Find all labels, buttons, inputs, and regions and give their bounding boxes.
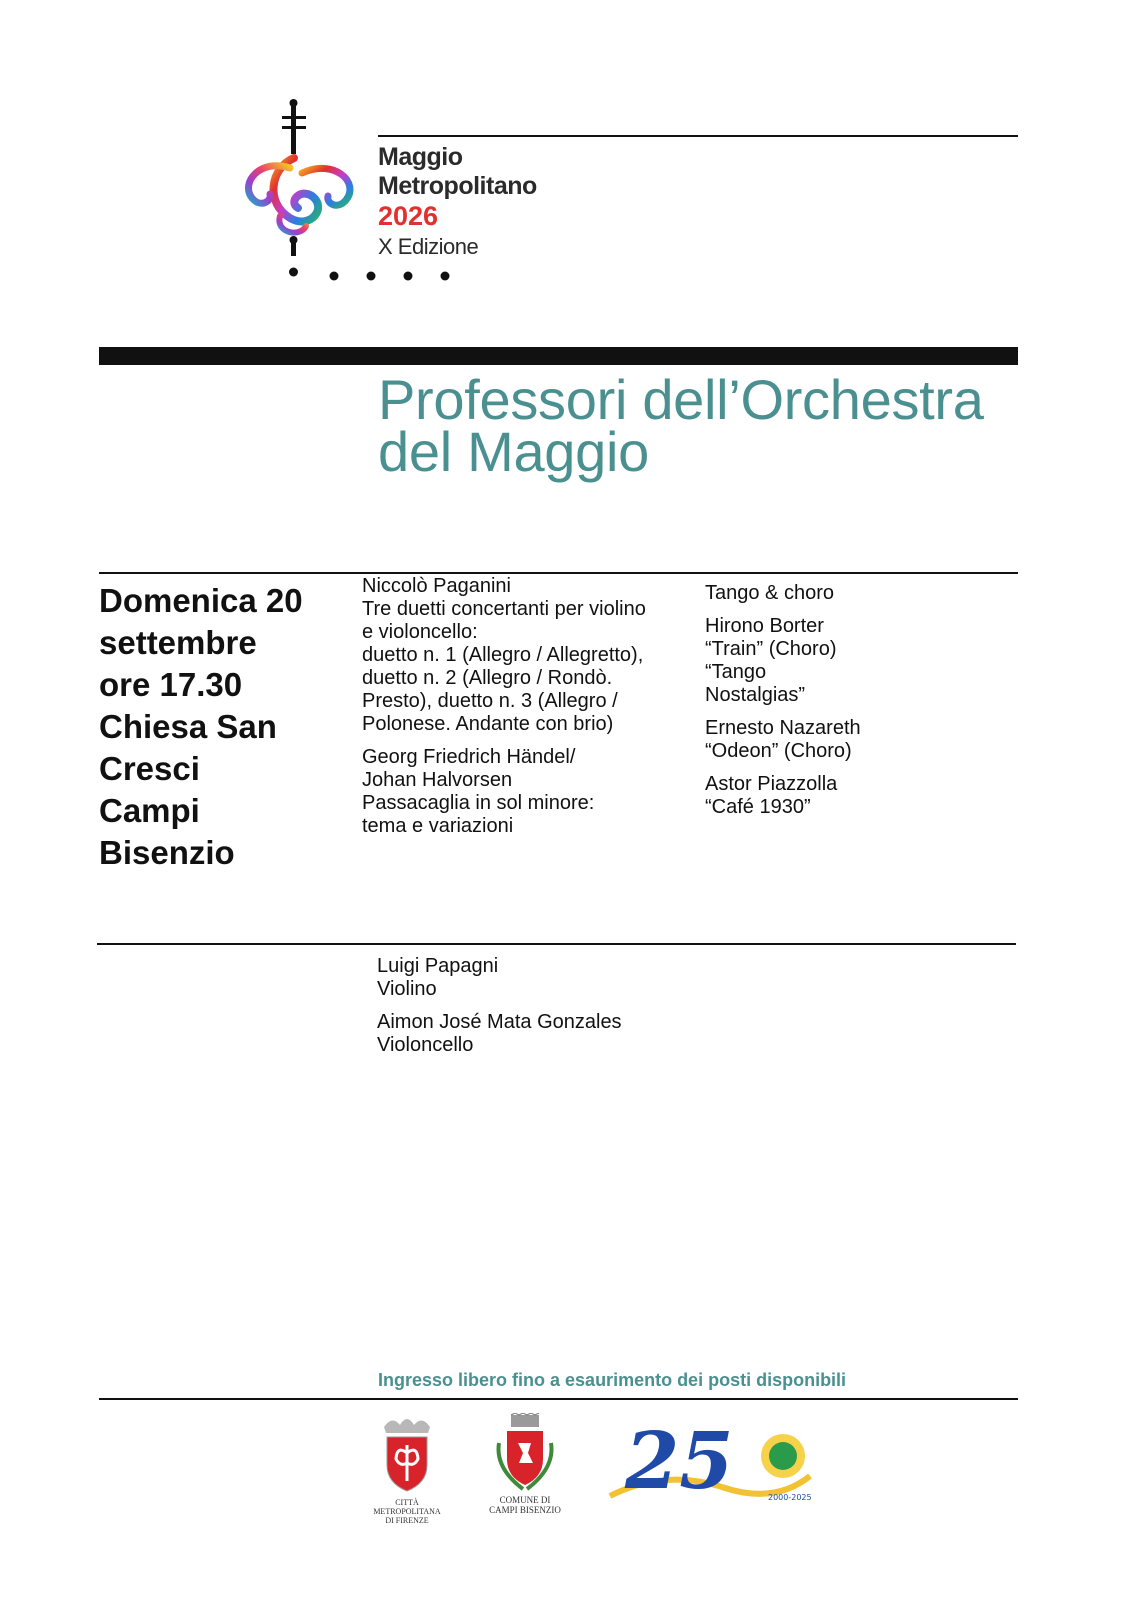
program-item-paganini: Niccolò Paganini Tre duetti concertanti per violino e violoncello: duetto n. 1 (Allegro / Allegretto), duetto n. 2 (Allegro / Rondò. Presto), duetto n. 3 (Allegro / Polonese. Andante con brio): [362, 575, 646, 735]
crown-shield-icon: [372, 1413, 442, 1493]
event-line: ore 17.30: [99, 666, 243, 703]
performer-cello: Aimon José Mata Gonzales Violoncello: [377, 1011, 622, 1056]
program-column-2: [705, 582, 935, 829]
title-line-1: Professori dell’Orchestra: [378, 368, 984, 431]
dotted-decoration: [329, 268, 469, 278]
brand-block: [378, 143, 537, 262]
comune-campi-bisenzio-logo: [485, 1413, 565, 1515]
program-item-handel: Georg Friedrich Händel/ Johan Halvorsen Passacaglia in sol minore: tema e variazioni: [362, 746, 595, 837]
anniversary-emblem-icon: [605, 1418, 820, 1508]
performers: [377, 955, 777, 1067]
coat-of-arms-icon: [485, 1413, 565, 1495]
program-column-1: [362, 575, 682, 848]
page-title: [378, 368, 984, 483]
program-top-rule: [99, 572, 1018, 574]
program-item-borter: Hirono Borter “Train” (Choro) “Tango Nostalgias”: [705, 615, 837, 706]
program-item-nazareth: Ernesto Nazareth “Odeon” (Choro): [705, 717, 861, 762]
logo1-caption-line: DI FIRENZE: [385, 1516, 429, 1525]
header-thin-rule: [378, 135, 1018, 137]
event-line: Domenica 20: [99, 582, 303, 619]
footer-rule: [99, 1398, 1018, 1400]
anniversary-25-logo: [605, 1418, 820, 1508]
brand-line-1: Maggio: [378, 143, 463, 171]
performer-violin: Luigi Papagni Violino: [377, 955, 499, 1000]
event-line: Cresci: [99, 750, 200, 787]
svg-text:2000-2025: 2000-2025: [768, 1493, 812, 1502]
brand-line-2: Metropolitano: [378, 172, 537, 200]
logo2-caption-line: COMUNE DI: [499, 1495, 551, 1505]
logo1-caption-line: CITTÀ METROPOLITANA: [373, 1498, 441, 1516]
program-item-piazzolla: Astor Piazzolla “Café 1930”: [705, 773, 838, 818]
thick-divider: [99, 347, 1018, 365]
maggio-emblem-logo: [240, 98, 365, 286]
event-line: Chiesa San: [99, 708, 277, 745]
svg-text:25: 25: [625, 1418, 734, 1507]
event-date-location: [99, 580, 349, 874]
free-entry-notice: Ingresso libero fino a esaurimento dei posti disponibili: [378, 1370, 847, 1390]
performers-top-rule: [97, 943, 1016, 945]
title-line-2: del Maggio: [378, 420, 649, 483]
citta-metropolitana-logo: [372, 1413, 442, 1525]
logo2-caption-line: CAMPI BISENZIO: [489, 1505, 561, 1515]
program-section-heading: Tango & choro: [705, 582, 834, 604]
event-line: settembre: [99, 624, 257, 661]
event-line: Bisenzio: [99, 834, 235, 871]
brand-year: 2026: [378, 201, 439, 231]
brand-edition: X Edizione: [378, 234, 479, 259]
event-line: Campi: [99, 792, 200, 829]
